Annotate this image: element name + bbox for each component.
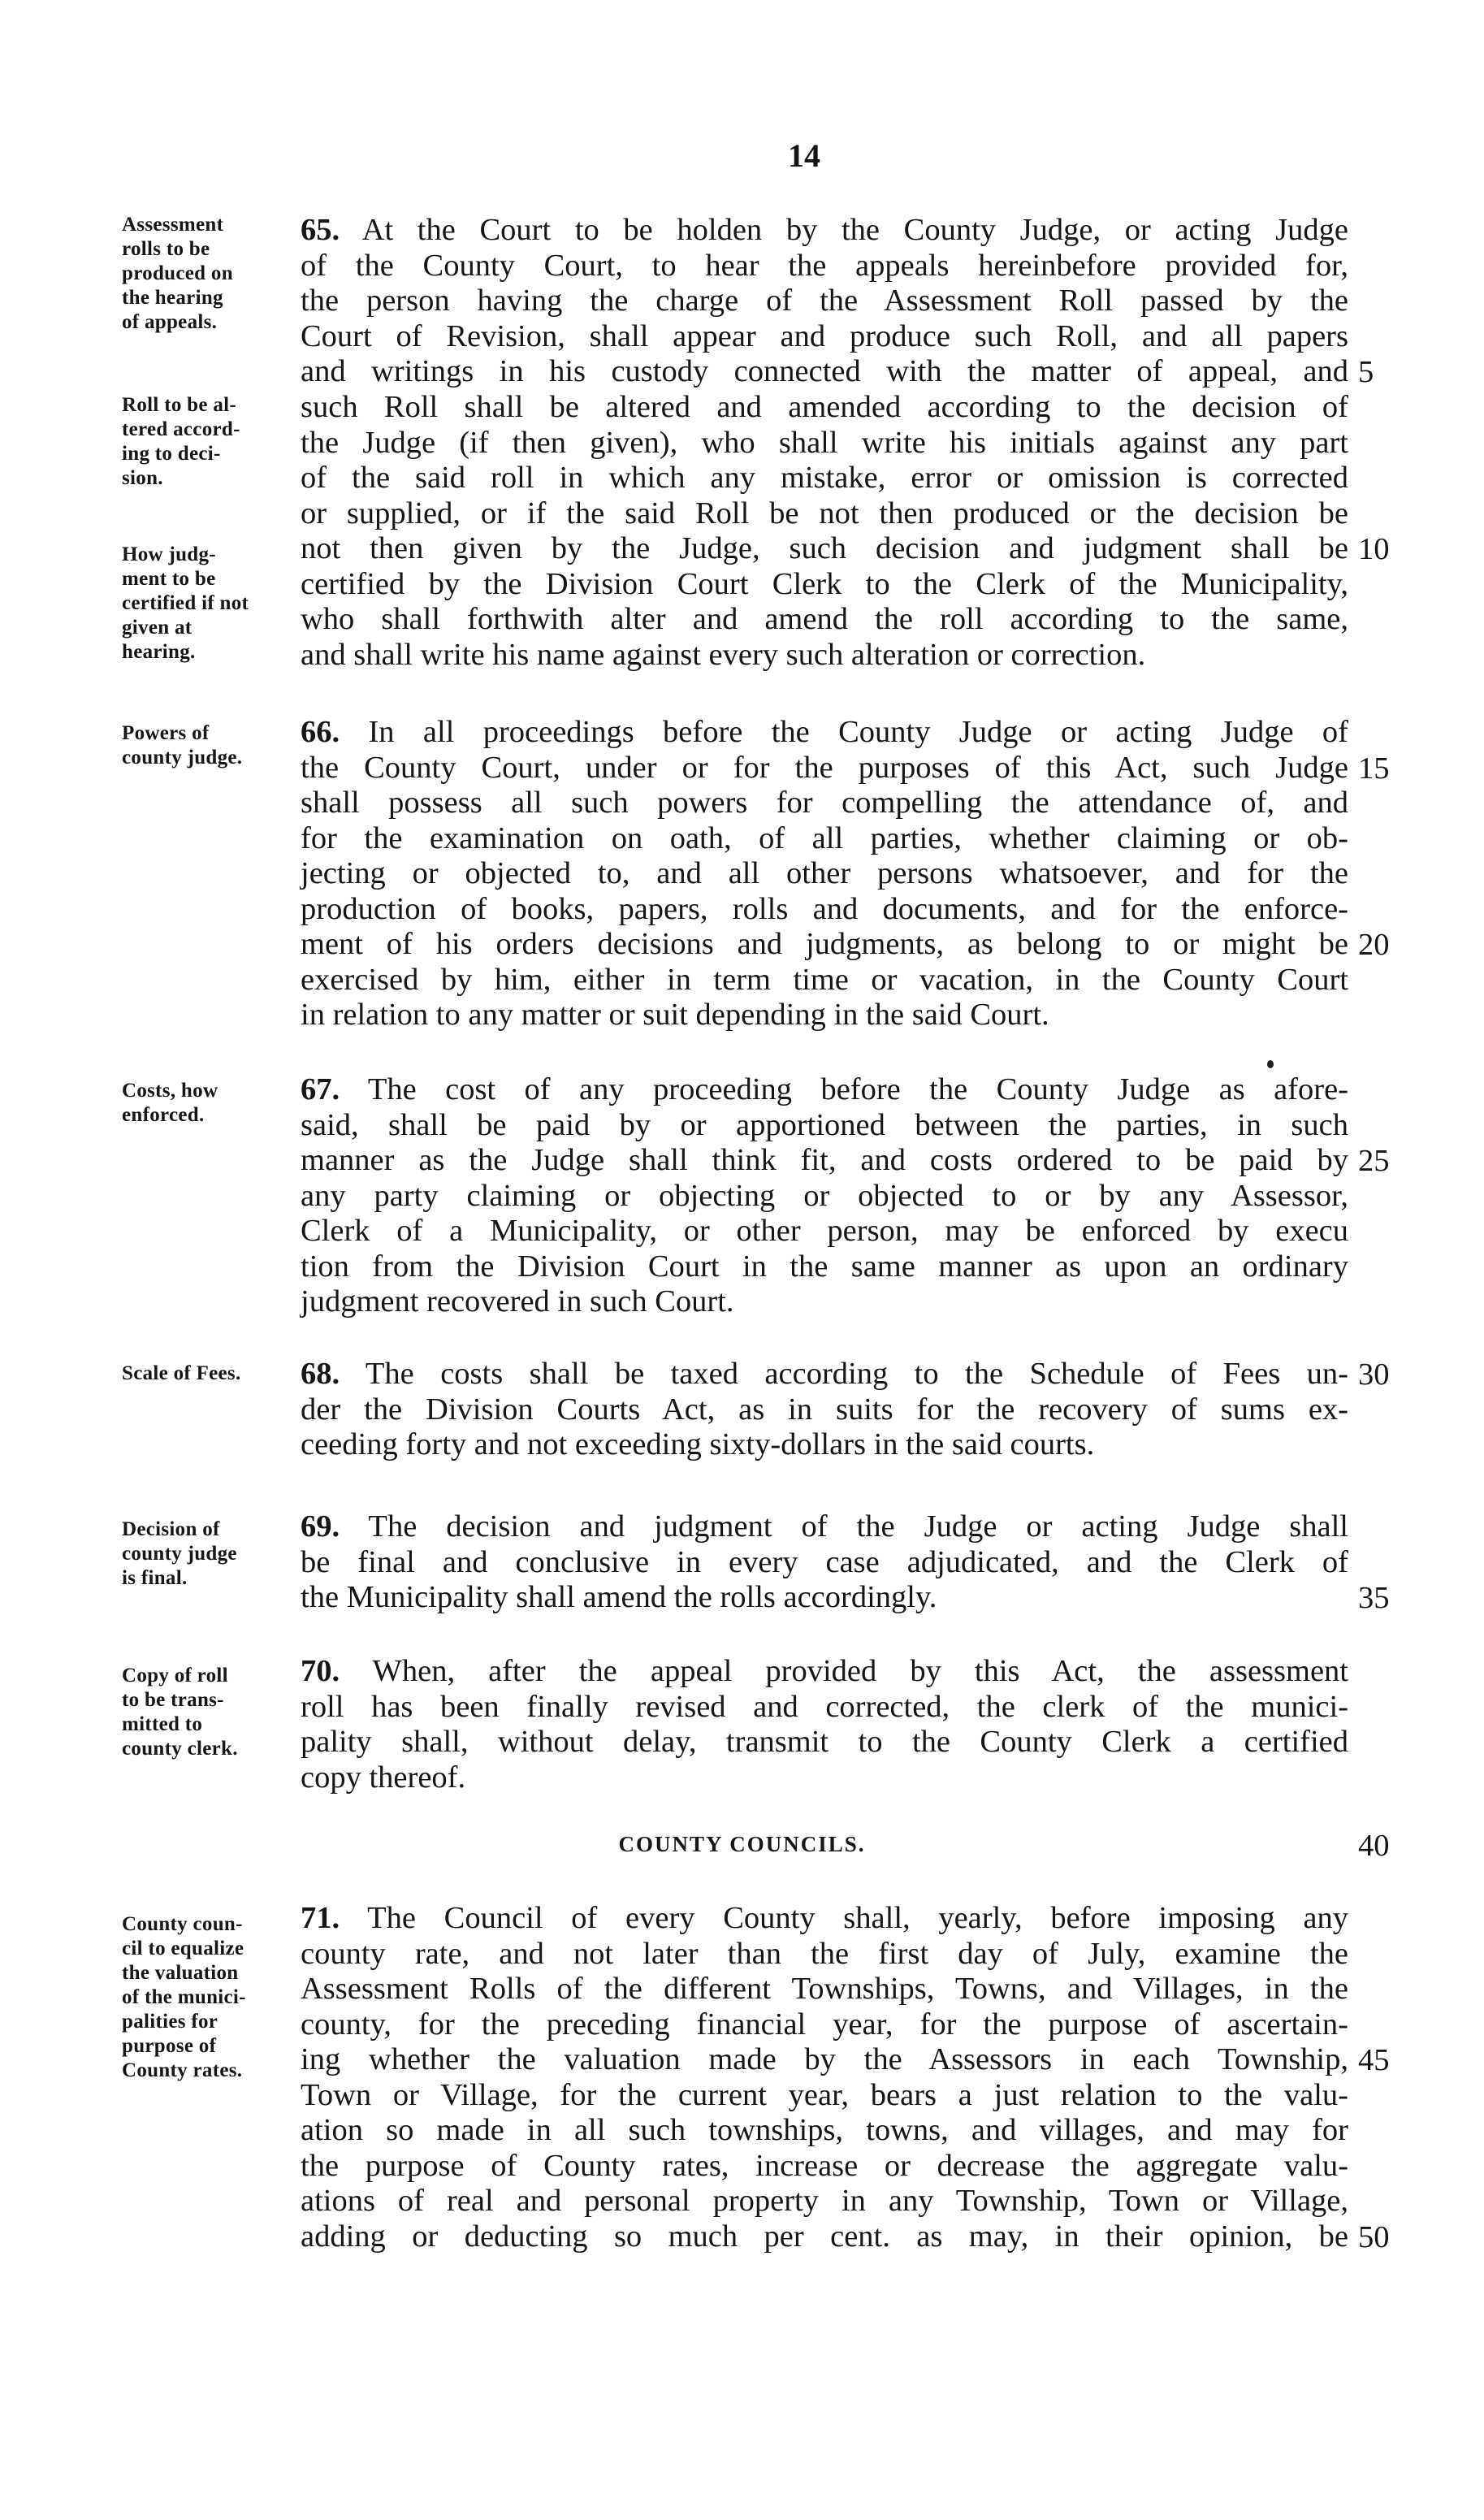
margin-note-line: county judge. bbox=[122, 747, 243, 769]
line-number: 40 bbox=[1358, 1829, 1390, 1863]
margin-note bbox=[122, 543, 292, 665]
text-line: not then given by the Judge, such decision and judgment shall be bbox=[301, 531, 1348, 565]
print-mark bbox=[1267, 1060, 1274, 1068]
text-line: Court of Revision, shall appear and produce such Roll, and all papers bbox=[301, 318, 1348, 353]
text-line: roll has been finally revised and corrected, the clerk of the munici- bbox=[301, 1689, 1348, 1724]
margin-note-line: the hearing bbox=[122, 287, 223, 309]
margin-note bbox=[122, 1912, 292, 2083]
line-number: 20 bbox=[1358, 928, 1390, 962]
line-number: 35 bbox=[1358, 1581, 1390, 1615]
text-line: judgment recovered in such Court. bbox=[301, 1284, 734, 1318]
line-text: The cost of any proceeding before the County Judge as afore- bbox=[367, 1072, 1348, 1106]
text-line: of the County Court, to hear the appeals hereinbefore provided for, bbox=[301, 248, 1348, 283]
margin-note-line: purpose of bbox=[122, 2035, 217, 2057]
text-line: Clerk of a Municipality, or other person, may be enforced by execu bbox=[301, 1214, 1348, 1248]
section-number: 66. bbox=[301, 715, 340, 749]
section-number: 71. bbox=[301, 1901, 340, 1935]
text-line: ations of real and personal property in any Township, Town or Village, bbox=[301, 2184, 1348, 2218]
text-line bbox=[301, 1072, 1348, 1108]
margin-note bbox=[122, 1079, 292, 1128]
text-line: such Roll shall be altered and amended according to the decision of bbox=[301, 390, 1348, 424]
margin-note-line: ment to be bbox=[122, 568, 216, 590]
text-line: in relation to any matter or suit depending in the said Court. bbox=[301, 998, 1049, 1032]
text-line: Town or Village, for the current year, bears a just relation to the valu- bbox=[301, 2077, 1348, 2112]
line-number: 10 bbox=[1358, 532, 1390, 566]
margin-note-line: county judge bbox=[122, 1543, 237, 1565]
section-heading: COUNTY COUNCILS. bbox=[618, 1832, 866, 1856]
margin-note bbox=[122, 1518, 292, 1591]
section-text bbox=[301, 1509, 1348, 1616]
margin-note-line: ing to deci- bbox=[122, 443, 221, 465]
margin-note-line: sion. bbox=[122, 467, 163, 489]
line-text: In all proceedings before the County Judge or acting Judge of bbox=[368, 715, 1348, 749]
section-text bbox=[301, 1072, 1348, 1320]
margin-note-line: palities for bbox=[122, 2011, 218, 2033]
line-number: 15 bbox=[1358, 751, 1390, 786]
text-line bbox=[301, 1357, 1348, 1392]
text-line: and writings in his custody connected with the matter of appeal, and bbox=[301, 354, 1348, 388]
text-line bbox=[301, 213, 1348, 249]
section-number: 70. bbox=[301, 1654, 340, 1688]
text-line: the purpose of County rates, increase or decrease the aggregate valu- bbox=[301, 2148, 1348, 2183]
margin-note bbox=[122, 213, 292, 335]
text-line bbox=[301, 1901, 1348, 1937]
line-text: The decision and judgment of the Judge or acting Judge shall bbox=[368, 1509, 1348, 1544]
margin-note-line: mitted to bbox=[122, 1713, 203, 1735]
text-line: ation so made in all such townships, towns, and villages, and may for bbox=[301, 2113, 1348, 2147]
text-line: ment of his orders decisions and judgments, as belong to or might be bbox=[301, 927, 1348, 961]
margin-note-line: certified if not bbox=[122, 592, 249, 614]
text-line: said, shall be paid by or apportioned between the parties, in such bbox=[301, 1107, 1348, 1142]
text-line bbox=[301, 715, 1348, 751]
margin-note-line: of the munici- bbox=[122, 1986, 246, 2008]
text-line: ceeding forty and not exceeding sixty-dollars in the said courts. bbox=[301, 1427, 1095, 1461]
text-line: shall possess all such powers for compelling the attendance of, and bbox=[301, 786, 1348, 820]
line-number: 25 bbox=[1358, 1144, 1390, 1178]
margin-note-line: the valuation bbox=[122, 1962, 239, 1984]
section-number: 67. bbox=[301, 1072, 340, 1106]
line-text: At the Court to be holden by the County Judge, or acting Judge bbox=[361, 213, 1348, 247]
margin-note-line: is final. bbox=[122, 1567, 188, 1589]
margin-note-line: to be trans- bbox=[122, 1689, 224, 1711]
margin-note-line: hearing. bbox=[122, 641, 196, 663]
text-line bbox=[301, 1509, 1348, 1545]
text-line: certified by the Division Court Clerk to the Clerk of the Municipality, bbox=[301, 566, 1348, 601]
margin-note-line: county clerk. bbox=[122, 1738, 238, 1760]
text-line: for the examination on oath, of all parties, whether claiming or ob- bbox=[301, 821, 1348, 855]
line-number: 45 bbox=[1358, 2043, 1390, 2077]
text-line: pality shall, without delay, transmit to the County Clerk a certified bbox=[301, 1725, 1348, 1759]
margin-note-line: rolls to be bbox=[122, 238, 210, 260]
text-line bbox=[301, 1654, 1348, 1690]
margin-note-line: Roll to be al- bbox=[122, 394, 236, 416]
line-number: 30 bbox=[1358, 1357, 1390, 1392]
text-line: jecting or objected to, and all other persons whatsoever, and for the bbox=[301, 856, 1348, 890]
margin-note-line: of appeals. bbox=[122, 311, 218, 333]
section-number: 69. bbox=[301, 1509, 340, 1544]
margin-note-line: Assessment bbox=[122, 214, 224, 236]
line-number: 5 bbox=[1358, 355, 1374, 389]
line-text: The Council of every County shall, yearly, before imposing any bbox=[367, 1901, 1348, 1935]
margin-note-line: produced on bbox=[122, 262, 233, 284]
text-line: ing whether the valuation made by the Assessors in each Township, bbox=[301, 2042, 1348, 2076]
text-line: the County Court, under or for the purposes of this Act, such Judge bbox=[301, 750, 1348, 785]
line-number: 50 bbox=[1358, 2220, 1390, 2254]
section-text bbox=[301, 1357, 1348, 1463]
section-number: 68. bbox=[301, 1357, 340, 1391]
section-text bbox=[301, 715, 1348, 1033]
margin-note-line: Decision of bbox=[122, 1518, 220, 1540]
section-number: 65. bbox=[301, 213, 340, 247]
margin-note-line: County coun- bbox=[122, 1913, 243, 1935]
line-text: The costs shall be taxed according to the Schedule of Fees un- bbox=[365, 1357, 1348, 1391]
section-text bbox=[301, 1901, 1348, 2254]
margin-note-line: How judg- bbox=[122, 543, 216, 565]
margin-note-line: given at bbox=[122, 617, 193, 639]
text-line: the person having the charge of the Assessment Roll passed by the bbox=[301, 284, 1348, 318]
section-text bbox=[301, 531, 1348, 673]
margin-note-line: Powers of bbox=[122, 722, 210, 744]
text-line: der the Division Courts Act, as in suits for the recovery of sums ex- bbox=[301, 1392, 1348, 1427]
text-line: Assessment Rolls of the different Townships, Towns, and Villages, in the bbox=[301, 1972, 1348, 2006]
text-line: production of books, papers, rolls and documents, and for the enforce- bbox=[301, 891, 1348, 926]
margin-note-line: County rates. bbox=[122, 2059, 243, 2081]
text-line: or supplied, or if the said Roll be not then produced or the decision be bbox=[301, 496, 1348, 530]
text-line: tion from the Division Court in the same manner as upon an ordinary bbox=[301, 1249, 1348, 1284]
text-line: the Municipality shall amend the rolls accordingly. bbox=[301, 1580, 937, 1614]
text-line: copy thereof. bbox=[301, 1760, 466, 1795]
text-line: exercised by him, either in term time or vacation, in the County Court bbox=[301, 962, 1348, 997]
text-line: county rate, and not later than the first day of July, examine the bbox=[301, 1936, 1348, 1971]
margin-note-line: Copy of roll bbox=[122, 1665, 228, 1686]
text-line: be final and conclusive in every case adjudicated, and the Clerk of bbox=[301, 1544, 1348, 1579]
text-line: county, for the preceding financial year, for the purpose of ascertain- bbox=[301, 2007, 1348, 2042]
margin-note-line: Costs, how bbox=[122, 1080, 218, 1102]
line-text: When, after the appeal provided by this Act, the assessment bbox=[372, 1654, 1348, 1688]
section-text bbox=[301, 213, 1348, 390]
margin-note-line: enforced. bbox=[122, 1104, 205, 1126]
margin-note bbox=[122, 1664, 292, 1761]
text-line: adding or deducting so much per cent. as may, in their opinion, be bbox=[301, 2219, 1348, 2254]
text-line: the Judge (if then given), who shall write his initials against any part bbox=[301, 425, 1348, 460]
text-line: of the said roll in which any mistake, error or omission is corrected bbox=[301, 461, 1348, 495]
margin-note bbox=[122, 393, 292, 491]
margin-note bbox=[122, 1362, 292, 1386]
page-number: 14 bbox=[788, 137, 820, 174]
text-line: who shall forthwith alter and amend the roll according to the same, bbox=[301, 602, 1348, 636]
section-text bbox=[301, 390, 1348, 531]
margin-note bbox=[122, 721, 292, 770]
section-text bbox=[301, 1654, 1348, 1795]
margin-note-line: tered accord- bbox=[122, 418, 240, 440]
margin-note-line: cil to equalize bbox=[122, 1938, 244, 1959]
text-line: and shall write his name against every such alteration or correction. bbox=[301, 637, 1146, 672]
margin-note-line: Scale of Fees. bbox=[122, 1362, 241, 1384]
text-line: manner as the Judge shall think fit, and costs ordered to be paid by bbox=[301, 1143, 1348, 1177]
text-line: any party claiming or objecting or objected to or by any Assessor, bbox=[301, 1178, 1348, 1213]
